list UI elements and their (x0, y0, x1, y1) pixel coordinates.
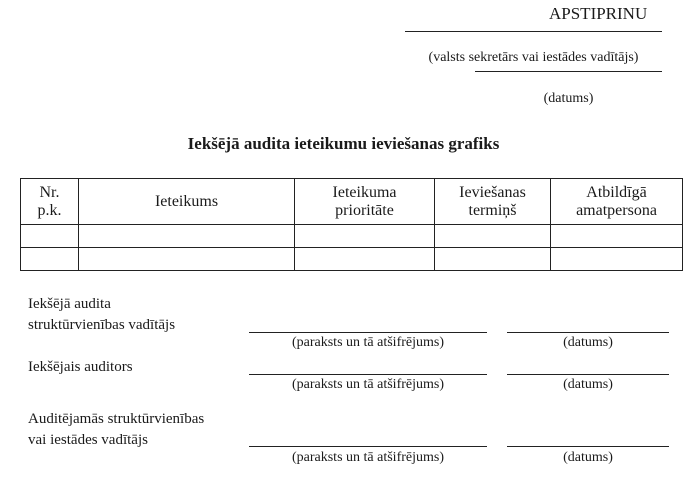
date-line (507, 374, 669, 375)
approver-signature-line (405, 31, 662, 32)
table-cell[interactable] (551, 248, 683, 271)
date-line (507, 332, 669, 333)
table-cell[interactable] (21, 248, 79, 271)
table-row (21, 225, 683, 248)
recommendations-table (20, 178, 683, 271)
signature-caption: (paraksts un tā atšifrējums) (291, 377, 444, 392)
table-cell[interactable] (21, 225, 79, 248)
signature-line (249, 374, 487, 375)
table-cell[interactable] (435, 248, 551, 271)
document-title: Iekšējā audita ieteikumu ieviešanas grafiks (187, 134, 500, 153)
table-row (21, 248, 683, 271)
column-header-priority: Ieteikuma prioritāte (295, 179, 435, 225)
approval-date-line (475, 71, 662, 72)
table-cell[interactable] (79, 225, 295, 248)
table-cell[interactable] (79, 248, 295, 271)
date-caption: (datums) (563, 377, 613, 392)
table-cell[interactable] (435, 225, 551, 248)
column-header-deadline: Ieviešanas termiņš (435, 179, 551, 225)
signatory-label-audited-unit-head: Auditējamās struktūrvienības vai iestādes vadītājs (28, 411, 205, 448)
signature-caption: (paraksts un tā atšifrējums) (291, 450, 444, 465)
signatory-label-head-of-audit: Iekšējā audita struktūrvienības vadītājs (28, 296, 176, 333)
date-caption: (datums) (563, 335, 613, 350)
table-header-row (21, 179, 683, 225)
table-cell[interactable] (295, 225, 435, 248)
date-caption: (datums) (563, 450, 613, 465)
table-cell[interactable] (295, 248, 435, 271)
approver-caption: (valsts sekretārs vai iestādes vadītājs) (428, 50, 639, 65)
column-header-responsible: Atbildīgā amatpersona (551, 179, 683, 225)
signature-line (249, 332, 487, 333)
column-header-recommendation: Ieteikums (79, 179, 295, 225)
signature-caption: (paraksts un tā atšifrējums) (291, 335, 444, 350)
table-cell[interactable] (551, 225, 683, 248)
date-line (507, 446, 669, 447)
column-header-number: Nr. p.k. (21, 179, 79, 225)
signature-line (249, 446, 487, 447)
approval-heading: APSTIPRINU (549, 4, 648, 23)
approval-date-caption: (datums) (543, 91, 594, 106)
signatory-label-auditor: Iekšējais auditors (28, 359, 133, 375)
